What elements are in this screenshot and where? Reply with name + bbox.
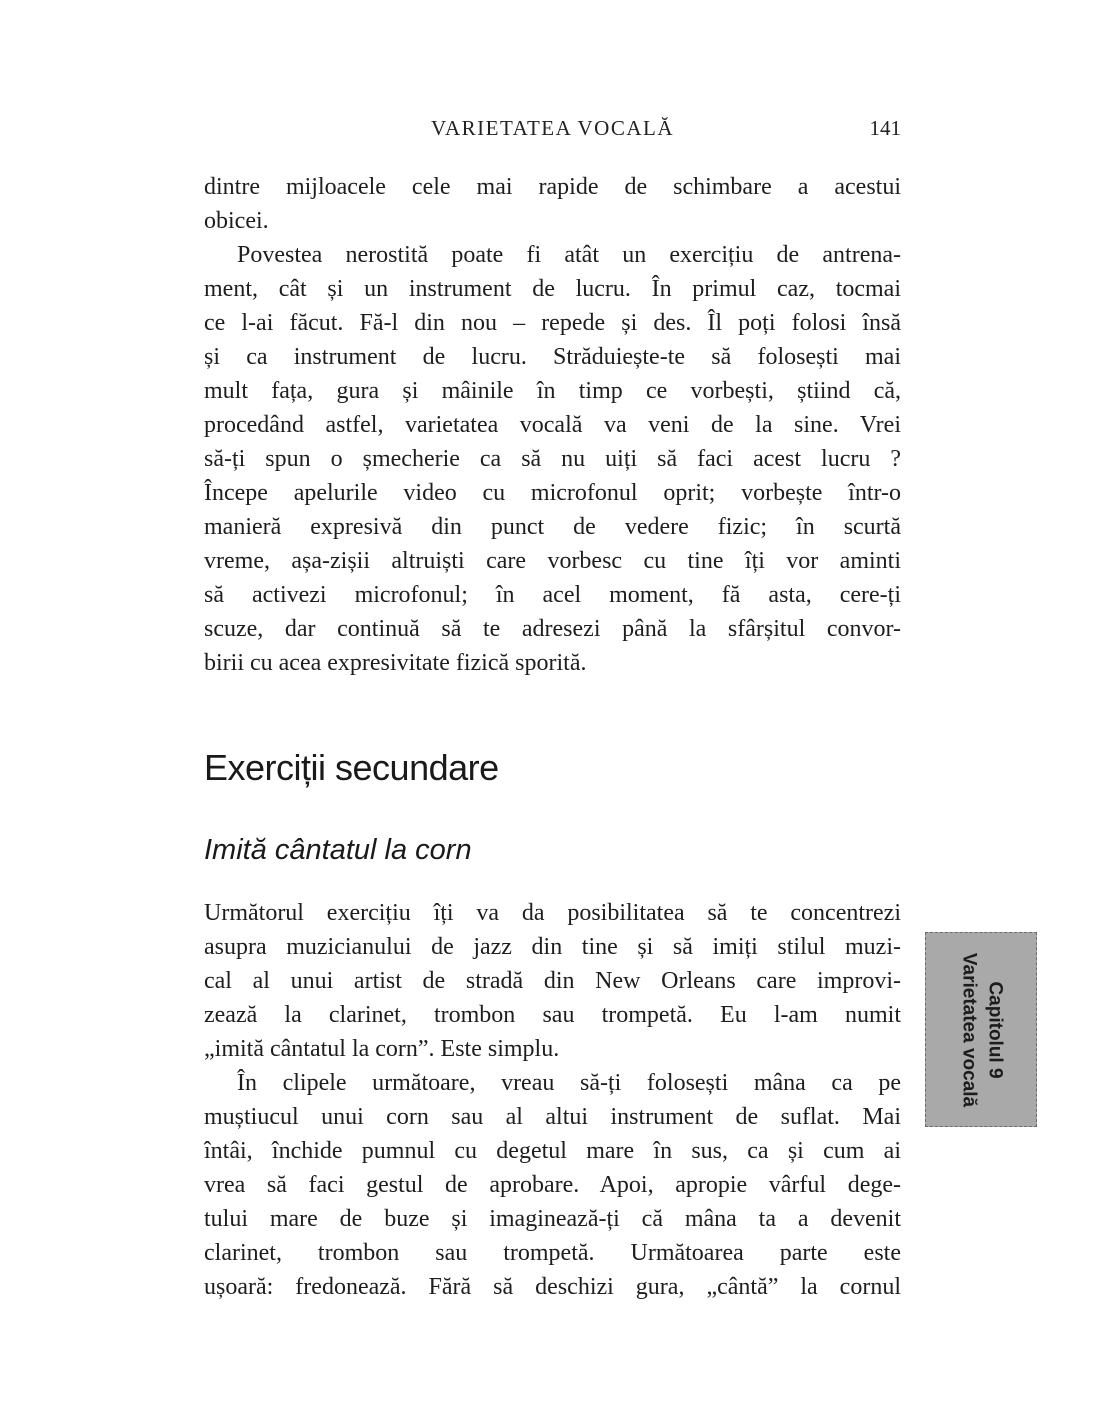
chapter-title: Varietatea vocală <box>958 952 979 1107</box>
text-line: cal al unui artist de stradă din New Orleans care improvi- <box>204 968 901 994</box>
subsection-heading: Imită cântatul la corn <box>204 834 472 866</box>
text-line: întâi, închide pumnul cu degetul mare în sus, ca și cum ai <box>204 1138 901 1164</box>
body-text-block <box>204 170 901 680</box>
text-line: mult fața, gura și mâinile în timp ce vorbești, știind că, <box>204 378 901 404</box>
text-line: să-ți spun o șmecherie ca să nu uiți să faci acest lucru ? <box>204 446 901 472</box>
text-line: zează la clarinet, trombon sau trompetă. Eu l-am numit <box>204 1002 901 1028</box>
text-line: scuze, dar continuă să te adresezi până la sfârșitul convor- <box>204 616 901 642</box>
text-line: dintre mijloacele cele mai rapide de schimbare a acestui <box>204 174 901 200</box>
text-line: să activezi microfonul; în acel moment, fă asta, cere-ți <box>204 582 901 608</box>
text-line: birii cu acea expresivitate fizică sporită. <box>204 650 587 676</box>
paragraph <box>204 896 901 1066</box>
section-heading: Exerciții secundare <box>204 747 499 788</box>
text-line: „imită cântatul la corn”. Este simplu. <box>204 1036 560 1062</box>
chapter-side-tab-text <box>955 933 1007 1126</box>
paragraph <box>204 238 901 680</box>
text-line: Următorul exercițiu îți va da posibilitatea să te concentrezi <box>204 900 901 926</box>
chapter-side-tab <box>925 932 1037 1127</box>
running-title: VARIETATEA VOCALĂ <box>431 116 674 140</box>
running-header <box>204 116 901 144</box>
text-line: ușoară: fredonează. Fără să deschizi gura, „cântă” la cornul <box>204 1274 901 1300</box>
text-line: Începe apelurile video cu microfonul oprit; vorbește într-o <box>204 480 901 506</box>
text-line: În clipele următoare, vreau să-ți folosești mâna ca pe <box>237 1070 901 1096</box>
text-line: ce l-ai făcut. Fă-l din nou – repede și des. Îl poți folosi însă <box>204 310 901 336</box>
text-line: procedând astfel, varietatea vocală va veni de la sine. Vrei <box>204 412 901 438</box>
section-text-block <box>204 896 901 1304</box>
text-line: tului mare de buze și imaginează-ți că mâna ta a devenit <box>204 1206 901 1232</box>
text-line: manieră expresivă din punct de vedere fizic; în scurtă <box>204 514 901 540</box>
paragraph <box>204 170 901 238</box>
text-line: ment, cât și un instrument de lucru. În primul caz, tocmai <box>204 276 901 302</box>
text-line: obicei. <box>204 208 269 234</box>
text-line: Povestea nerostită poate fi atât un exercițiu de antrena- <box>237 242 901 268</box>
text-line: și ca instrument de lucru. Străduiește-te să folosești mai <box>204 344 901 370</box>
text-line: asupra muzicianului de jazz din tine și să imiți stilul muzi- <box>204 934 901 960</box>
paragraph <box>204 1066 901 1304</box>
text-line: muștiucul unui corn sau al altui instrument de suflat. Mai <box>204 1104 901 1130</box>
page-number: 141 <box>869 116 901 140</box>
text-line: clarinet, trombon sau trompetă. Următoarea parte este <box>204 1240 901 1266</box>
chapter-label: Capitolul 9 <box>984 980 1005 1079</box>
text-line: vrea să faci gestul de aprobare. Apoi, apropie vârful dege- <box>204 1172 901 1198</box>
text-line: vreme, așa-zișii altruiști care vorbesc cu tine îți vor aminti <box>204 548 901 574</box>
